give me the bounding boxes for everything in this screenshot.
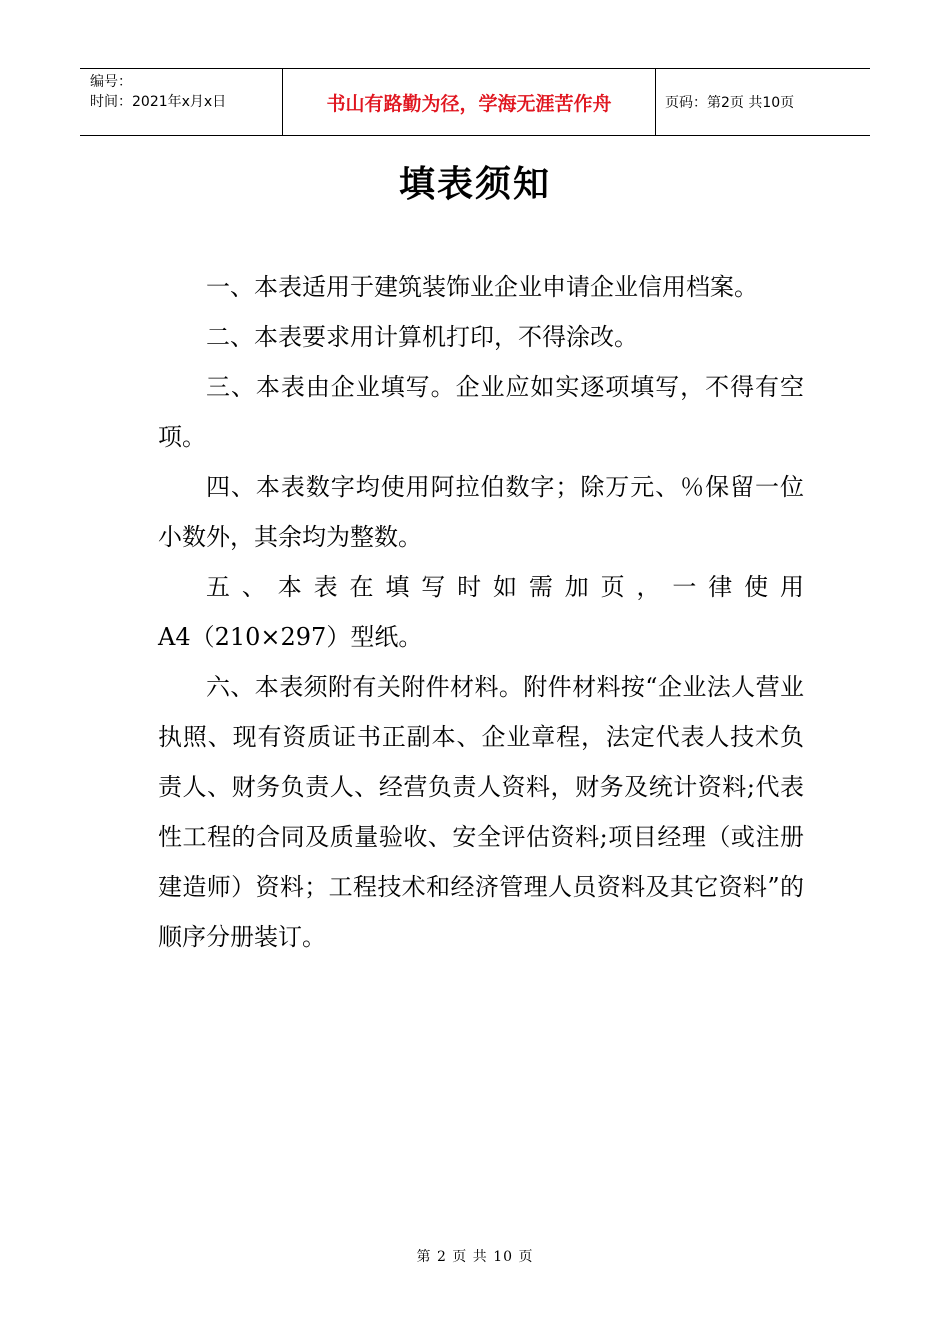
instructions-body [158, 262, 804, 962]
instruction-paragraph-5-line-1: 五、本表在填写时如需加页，一律使用 [206, 573, 804, 601]
header-motto: 书山有路勤为径，学海无涯苦作舟 [282, 69, 656, 135]
document-number-label: 编号： [90, 74, 132, 90]
header-page-info: 页码：第2页 共10页 [665, 95, 795, 111]
page-footer: 第 2 页 共 10 页 [416, 1249, 534, 1265]
instruction-paragraph-3: 三、本表由企业填写。企业应如实逐项填写，不得有空项。 [158, 373, 804, 451]
instruction-paragraph-4: 四、本表数字均使用阿拉伯数字；除万元、％保留一位小数外，其余均为整数。 [158, 473, 804, 551]
instruction-paragraph-5-line-2: A4（210×297）型纸。 [158, 623, 423, 651]
instruction-paragraph-2: 二、本表要求用计算机打印，不得涂改。 [206, 323, 638, 351]
instruction-paragraph-1: 一、本表适用于建筑装饰业企业申请企业信用档案。 [206, 273, 758, 301]
header-meta [80, 69, 282, 135]
document-date: 时间：2021年x月x日 [90, 94, 227, 110]
page-title: 填表须知 [398, 164, 551, 205]
instruction-paragraph-6: 六、本表须附有关附件材料。附件材料按“企业法人营业执照、现有资质证书正副本、企业章程，法定代表人技术负责人、财务负责人、经营负责人资料，财务及统计资料;代表性工程的合同及质量验收、安全评估资料;项目经理（或注册建造师）资料；工程技术和经济管理人员资料及其它资料”的顺序分册装订。 [158, 673, 804, 951]
page-header [80, 68, 870, 136]
